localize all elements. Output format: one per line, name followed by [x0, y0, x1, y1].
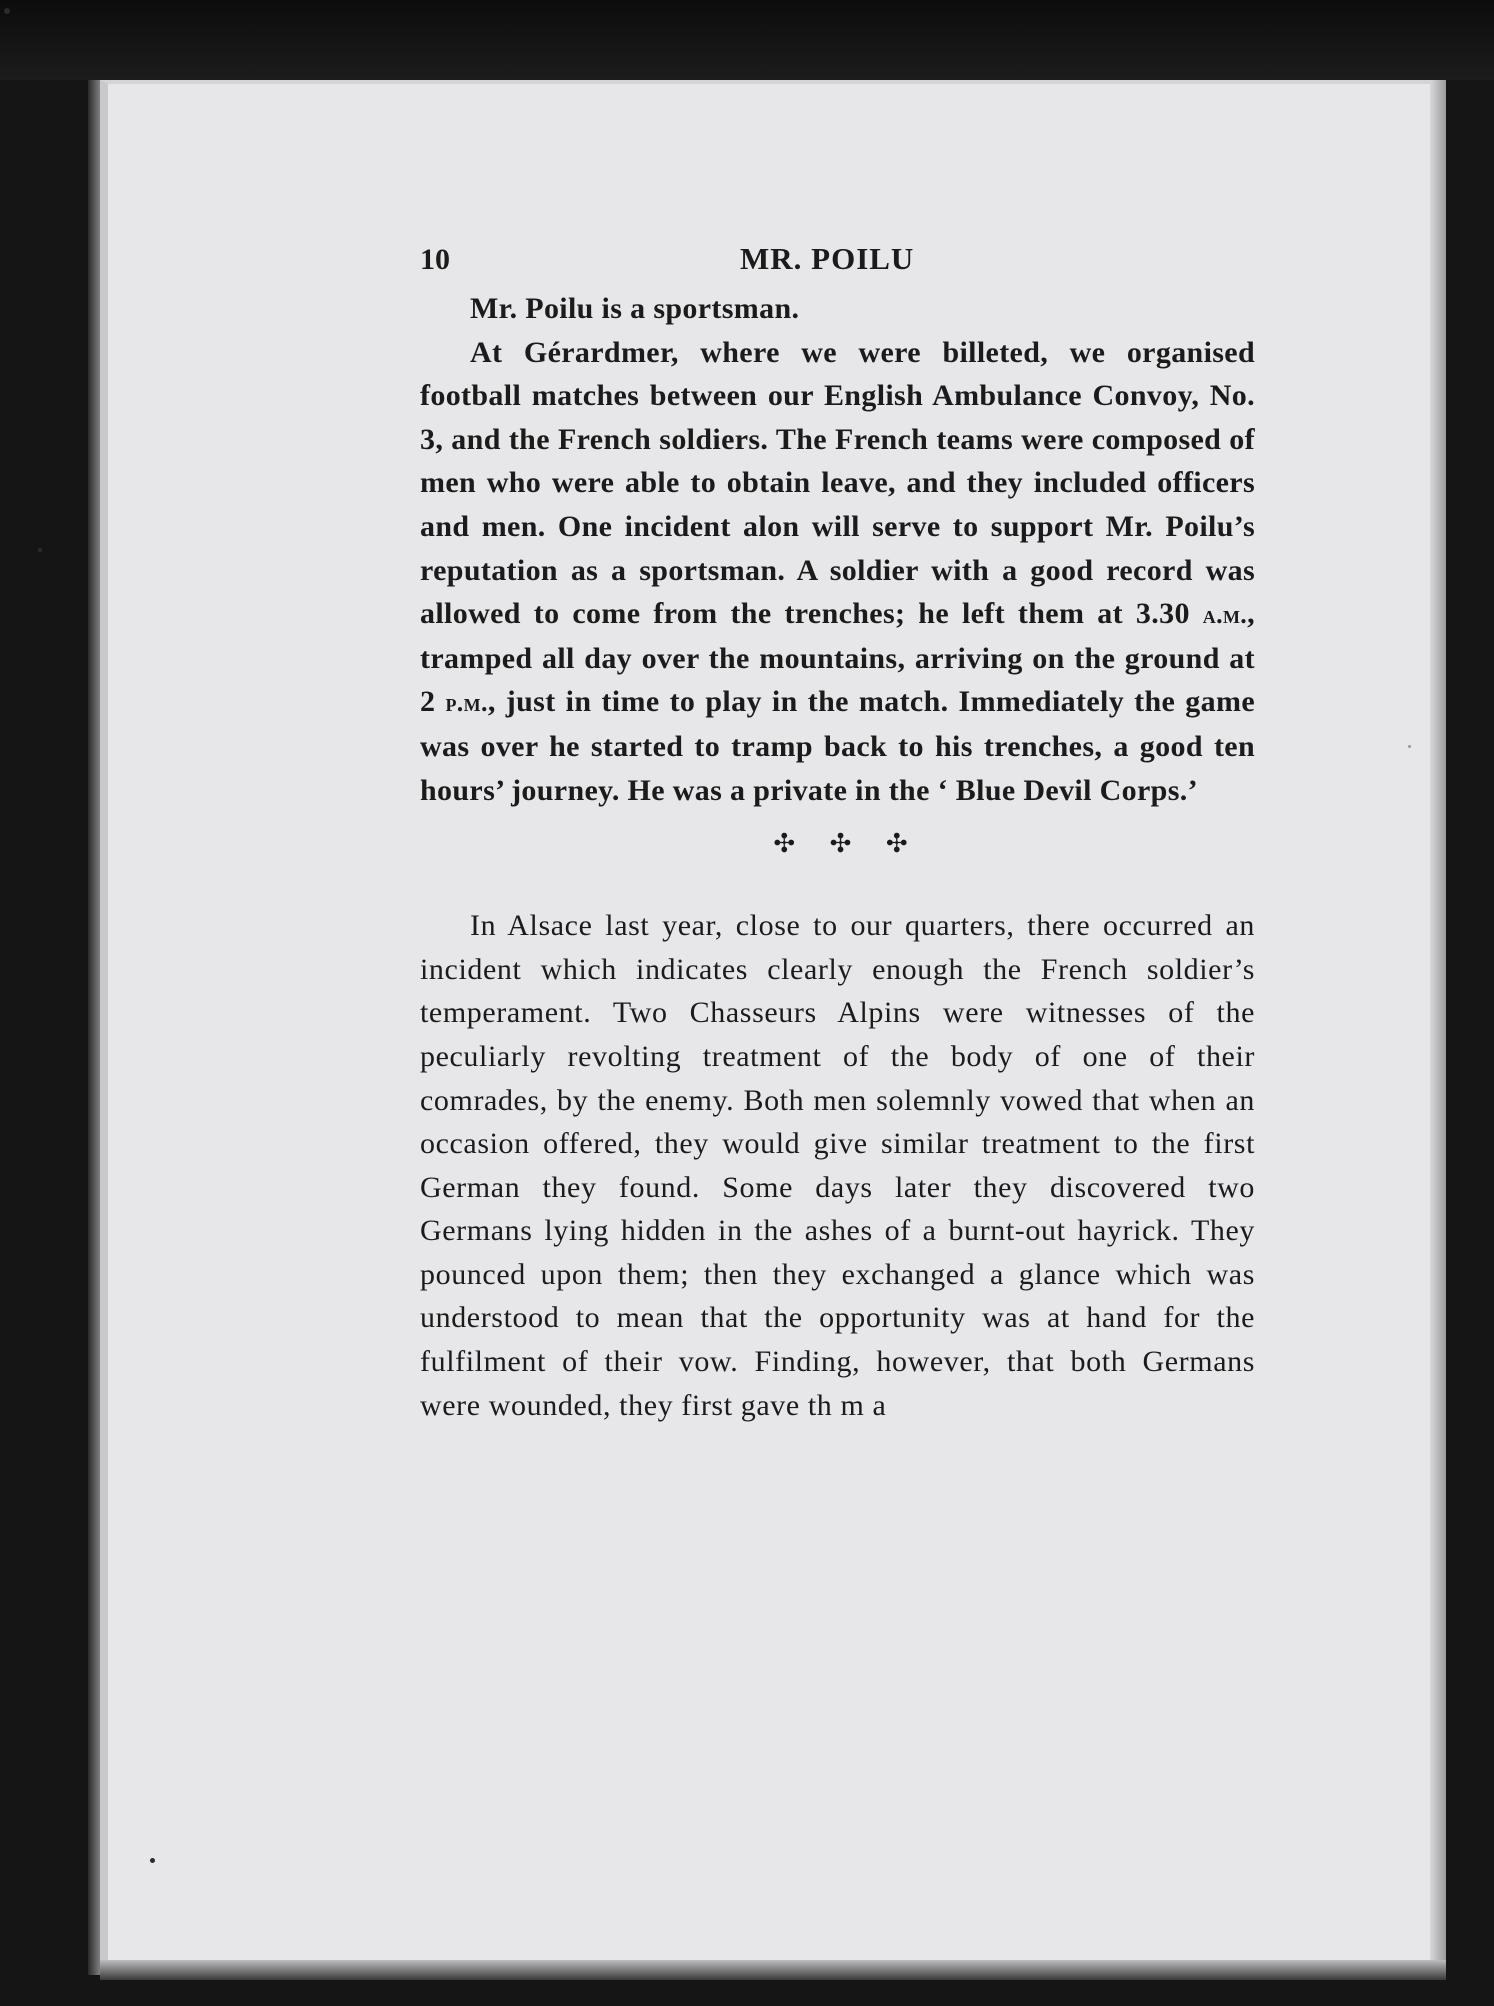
- paragraph-text: In Alsace last year, close to our quarters, there occurred an incident which indicates clearly enough the French soldier’s temperament. Two Chasseurs Alpins were witnesses of the peculiarly revolting treatment of the body of one of their comrades, by the enemy. Both men solemnly vowed that when an occasion offered, they would give similar treatment to the first German they found. Some days later they discovered two Germans lying hidden in the ashes of a burnt-out hayrick. They pounced upon them; then they exchanged a glance which was understood to mean that the opportunity was at hand for the fulfilment of their vow. Finding, however, that both Germans were wounded, they first gave th m a: [420, 909, 1255, 1422]
- time-am: a.m.: [1202, 600, 1248, 630]
- paragraph-text: , just in time to play in the match. Immediately the game was over he started to tramp back to his trenches, a good ten hours’ journey. He was a private in the ‘ Blue Devil Corps.’: [420, 685, 1255, 807]
- text-column: [420, 243, 1255, 1427]
- paragraph-alsace-incident: [420, 904, 1255, 1427]
- page-right-edge: [1430, 80, 1446, 1970]
- scan-speck: [1408, 745, 1411, 748]
- paragraph-text: , tramped all day over the mountains, arriving on the ground at 2: [420, 597, 1255, 719]
- paragraph-text: At Gérardmer, where we were billeted, we organised football matches between our English Ambulance Convoy, No. 3, and the French soldiers. The French teams were composed of men who were able to obtain leave, and they included officers and men. One incident alon will serve to support Mr. Poilu’s reputation as a sportsman. A soldier with a good record was allowed to come from the trenches; he left them at 3.30: [420, 335, 1255, 631]
- running-head: [420, 243, 1255, 287]
- time-pm: p.m.: [445, 688, 488, 718]
- scan-speck: [4, 8, 10, 14]
- scan-speck: [150, 1858, 155, 1863]
- page-number: 10: [420, 243, 450, 276]
- scan-top-shadow: [0, 0, 1494, 80]
- running-title: MR. POILU: [740, 241, 915, 276]
- paragraph-football-matches: [420, 331, 1255, 813]
- page-bottom-edge: [100, 1960, 1446, 1980]
- paragraph-text: Mr. Poilu is a sportsman.: [470, 292, 800, 325]
- scan-speck: [38, 548, 42, 552]
- section-break-ornament: ✣ ✣ ✣: [773, 829, 922, 859]
- paragraph-sportsman: [420, 287, 1255, 331]
